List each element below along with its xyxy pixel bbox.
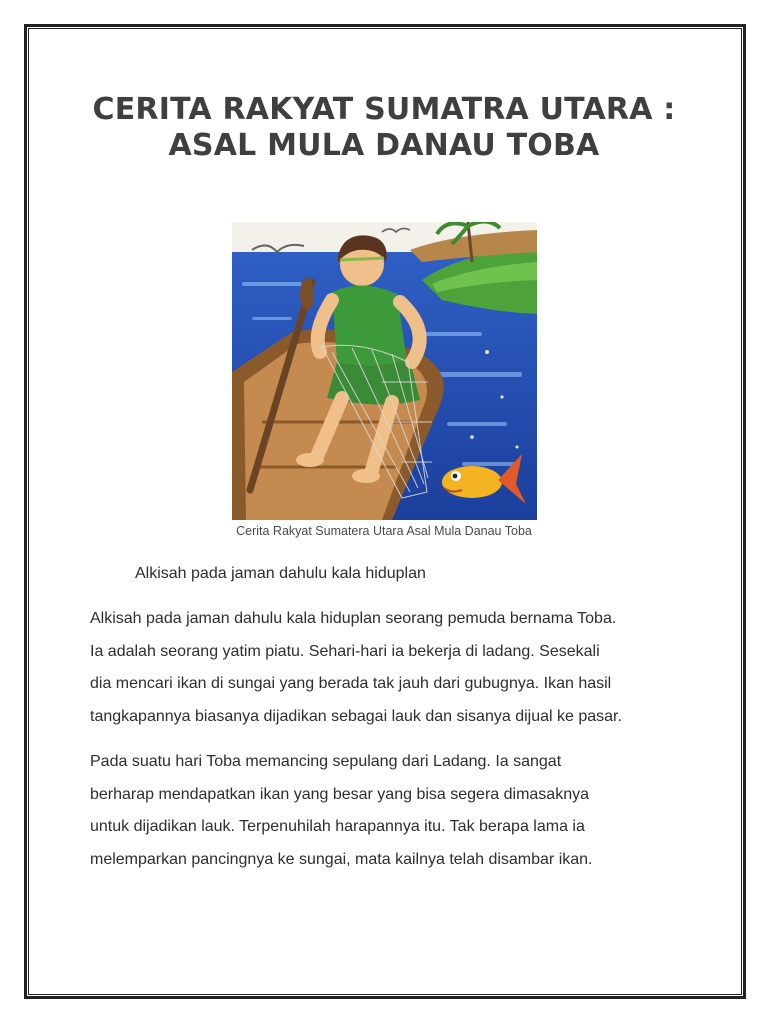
paragraph-line: Ia adalah seorang yatim piatu. Sehari-hari ia bekerja di ladang. Sesekali xyxy=(90,642,600,660)
paragraph-line: dia mencari ikan di sungai yang berada tak jauh dari gubugnya. Ikan hasil xyxy=(90,675,612,692)
title-line-2: ASAL MULA DANAU TOBA xyxy=(168,128,600,163)
document-title xyxy=(60,92,708,164)
paragraph-line: untuk dijadikan lauk. Terpenuhilah harapannya itu. Tak berapa lama ia xyxy=(90,818,585,835)
story-illustration xyxy=(232,222,537,520)
paragraph-2 xyxy=(90,746,690,876)
paragraph-line: melemparkan pancingnya ke sungai, mata kailnya telah disambar ikan. xyxy=(90,850,593,868)
fisherman-in-boat-illustration xyxy=(232,222,537,520)
paragraph-1 xyxy=(90,603,690,733)
image-caption: Cerita Rakyat Sumatera Utara Asal Mula Danau Toba xyxy=(236,524,532,538)
paragraph-line: Pada suatu hari Toba memancing sepulang dari Ladang. Ia sangat xyxy=(90,753,562,770)
paragraph-line: tangkapannya biasanya dijadikan sebagai lauk dan sisanya dijual ke pasar. xyxy=(90,707,622,725)
lead-line: Alkisah pada jaman dahulu kala hiduplan xyxy=(135,565,426,582)
paragraph-line: berharap mendapatkan ikan yang besar yang bisa segera dimasaknya xyxy=(90,785,589,803)
paragraph-line: Alkisah pada jaman dahulu kala hiduplan seorang pemuda bernama Toba. xyxy=(90,610,617,627)
title-line-1: CERITA RAKYAT SUMATRA UTARA : xyxy=(92,92,676,127)
